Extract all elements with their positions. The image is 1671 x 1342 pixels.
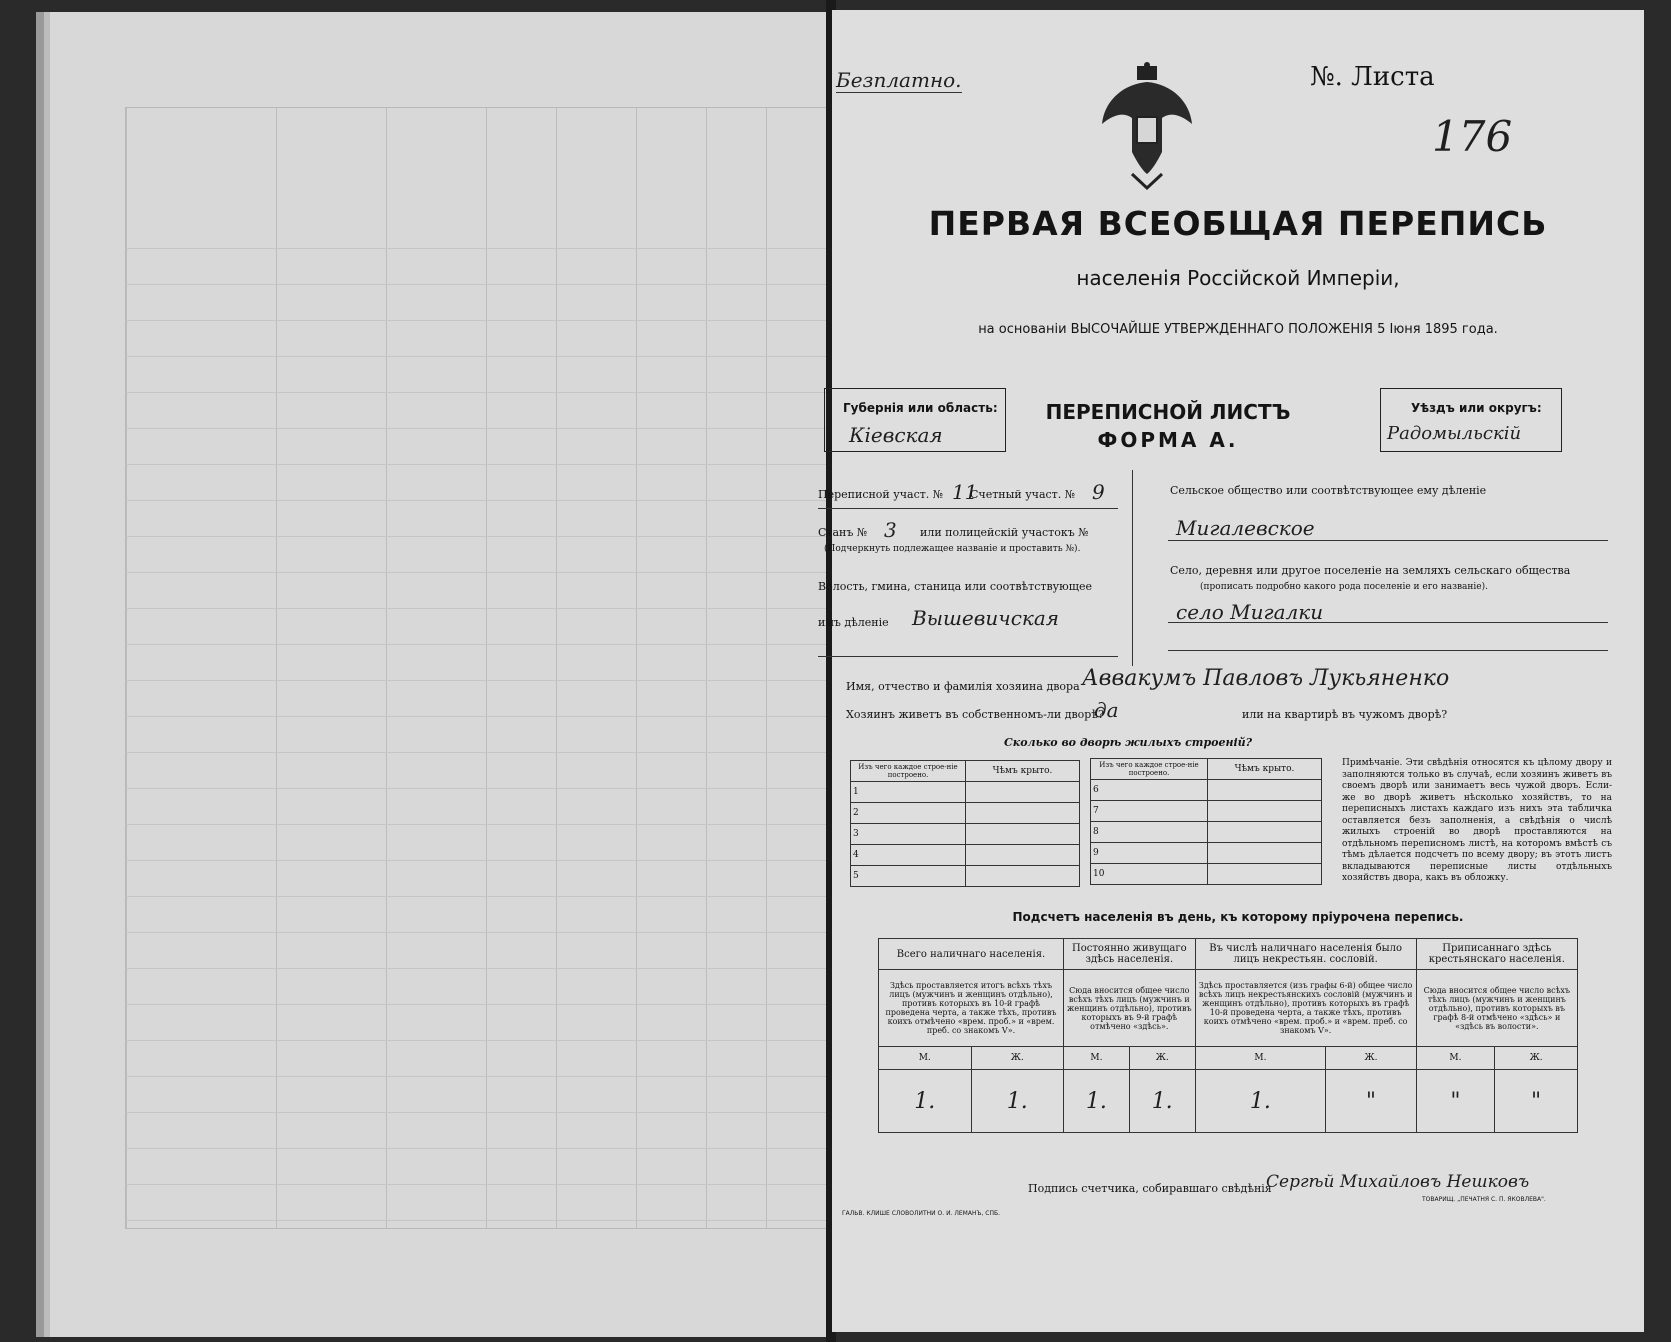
count-description: Здѣсь проставляется (изъ графы 6-й) общее число всѣхъ лицъ некрестьянскихъ сословій (мужчинъ и женщинъ отдѣльно), противъ которыхъ въ графѣ 10-й проведена черта, а также тѣхъ, противъ коихъ отмѣчено «врем. проб.» и «врем. преб. со знакомъ V». [1195, 970, 1416, 1047]
count-value: 1. [879, 1070, 972, 1133]
divider [818, 656, 1118, 657]
female-header: Ж. [1129, 1047, 1195, 1070]
perepisnoy-value: 11 [952, 480, 978, 504]
gubernia-box [824, 388, 1006, 452]
buildings-row-number: 8 [1091, 822, 1208, 843]
grid-line [126, 932, 826, 933]
sheet-number-label: №. Листа [1310, 62, 1435, 92]
grid-line [636, 108, 637, 1228]
grid-line [126, 392, 826, 393]
grid-line [126, 356, 826, 357]
buildings-row-number: 7 [1091, 801, 1208, 822]
buildings-row-number: 1 [851, 782, 966, 803]
obshchestvo-label: Сельское общество или соотвѣтствующее ему дѣленіе [1170, 484, 1487, 497]
schetny-label: Счетный участ. № [970, 488, 1076, 501]
remark-text: Примѣчаніе. Эти свѣдѣнія относятся къ цѣлому двору и заполняются только въ случаѣ, если хозяинъ живетъ въ своемъ дворѣ или занимаетъ весь чужой дворъ. Если-же во дворѣ живетъ нѣсколько хозяйствъ, то на переписныхъ листахъ каждаго изъ нихъ эта табличка оставляется безъ заполненія, а свѣдѣнія о числѣ жилыхъ строеній во дворѣ проставляются на отдѣльномъ переписномъ листѣ, на которомъ вмѣстѣ съ тѣмъ дѣлается подсчетъ по всему двору; въ этотъ листъ вкладываются переписные листы отдѣльныхъ хозяйствъ двора, какъ въ обложку. [1342, 758, 1612, 883]
census-form-page [818, 10, 1644, 1332]
buildings-col-header: Изъ чего каждое строе-ніе построено. [1091, 759, 1208, 780]
grid-line [556, 108, 557, 1228]
count-value: 1. [1064, 1070, 1130, 1133]
underline-note: (Подчеркнуть подлежащее названіе и проставить №). [824, 544, 1081, 554]
grid-line [126, 248, 826, 249]
grid-line [126, 1112, 826, 1113]
grid-line [706, 108, 707, 1228]
buildings-row-number: 9 [1091, 843, 1208, 864]
female-header: Ж. [1495, 1047, 1578, 1070]
divider [1168, 622, 1608, 623]
grid-line [126, 644, 826, 645]
count-header: Приписаннаго здѣсь крестьянскаго населенія. [1416, 939, 1577, 970]
rent-yard-label: или на квартирѣ въ чужомъ дворѣ? [1242, 708, 1448, 721]
count-value: 1. [971, 1070, 1064, 1133]
grid-line [126, 824, 826, 825]
count-description: Сюда вносится общее число всѣхъ тѣхъ лицъ (мужчинъ и женщинъ отдѣльно), противъ которыхъ въ 9-й графѣ отмѣчено «здѣсь». [1064, 970, 1196, 1047]
count-description: Здѣсь проставляется итогъ всѣхъ тѣхъ лицъ (мужчинъ и женщинъ отдѣльно), противъ которыхъ въ 10-й графѣ проведена черта, а также тѣхъ, противъ коихъ отмѣчено «врем. проб.» и «врем. преб. со знакомъ V». [879, 970, 1064, 1047]
grid-line [126, 788, 826, 789]
count-value: " [1495, 1070, 1578, 1133]
count-description: Сюда вносится общее число всѣхъ тѣхъ лицъ (мужчинъ и женщинъ отдѣльно), противъ которыхъ въ графѣ 8-й отмѣчено «здѣсь» и «здѣсь въ волости». [1416, 970, 1577, 1047]
grid-line [126, 572, 826, 573]
selo-value: село Мигалки [1176, 600, 1324, 624]
male-header: М. [1416, 1047, 1495, 1070]
column-divider [1132, 470, 1133, 666]
volost-label: Волость, гмина, станица или соотвѣтствующее [818, 580, 1092, 593]
count-value: " [1326, 1070, 1416, 1133]
population-count-table [878, 938, 1578, 1133]
owner-value: Аввакумъ Павловъ Лукьяненко [1082, 666, 1450, 691]
grid-line [126, 860, 826, 861]
grid-line [126, 320, 826, 321]
volost-value: Вышевичская [912, 606, 1060, 630]
form-name-line2: ФОРМА А. [1097, 428, 1239, 452]
form-title: ПЕРВАЯ ВСЕОБЩАЯ ПЕРЕПИСЬ [928, 204, 1548, 243]
form-subtitle: населенія Россійской Имперіи, [1076, 266, 1400, 290]
count-header: Всего наличнаго населенія. [879, 939, 1064, 970]
left-page [50, 12, 830, 1337]
obshchestvo-value: Мигалевское [1176, 516, 1315, 540]
signature-label: Подпись счетчика, собиравшаго свѣдѣнія [1028, 1182, 1272, 1195]
male-header: М. [1064, 1047, 1130, 1070]
grid-line [126, 108, 127, 1228]
buildings-row-number: 10 [1091, 864, 1208, 885]
grid-line [126, 1004, 826, 1005]
form-name-line1: ПЕРЕПИСНОЙ ЛИСТЪ [1045, 400, 1291, 424]
female-header: Ж. [971, 1047, 1064, 1070]
schetny-value: 9 [1092, 480, 1105, 504]
perepisnoy-label: Переписной участ. № [818, 488, 944, 501]
buildings-row-number: 2 [851, 803, 966, 824]
grid-line [126, 716, 826, 717]
buildings-table-right [1090, 758, 1322, 885]
grid-line [126, 428, 826, 429]
grid-line [126, 536, 826, 537]
grid-line [126, 1040, 826, 1041]
form-basis: на основаніи ВЫСОЧАЙШЕ УТВЕРЖДЕННАГО ПОЛОЖЕНІЯ 5 Іюня 1895 года. [978, 322, 1498, 337]
grid-line [126, 284, 826, 285]
grid-line [486, 108, 487, 1228]
selo-label: Село, деревня или другое поселеніе на земляхъ сельскаго общества [1170, 564, 1571, 577]
count-value: " [1416, 1070, 1495, 1133]
owner-label: Имя, отчество и фамилія хозяина двора [846, 680, 1080, 693]
divider [818, 508, 1118, 509]
volost-label-2: имъ дѣленіе [818, 616, 889, 629]
grid-line [766, 108, 767, 1228]
uezd-value: Радомыльскій [1387, 423, 1522, 444]
own-yard-value: да [1094, 698, 1119, 722]
grid-line [126, 896, 826, 897]
buildings-col-header: Чѣмъ крыто. [966, 761, 1080, 782]
own-yard-label: Хозяинъ живетъ въ собственномъ-ли дворѣ? [846, 708, 1104, 721]
sheet-number-value: 176 [1432, 112, 1513, 161]
buildings-row-number: 4 [851, 845, 966, 866]
grid-line [126, 500, 826, 501]
gubernia-label: Губернія или область: [843, 401, 998, 415]
grid-line [126, 1220, 826, 1221]
divider [1168, 650, 1608, 651]
buildings-row-number: 5 [851, 866, 966, 887]
count-heading: Подсчетъ населенія въ день, къ которому пріурочена перепись. [1012, 910, 1464, 924]
grid-line [126, 680, 826, 681]
buildings-col-header: Изъ чего каждое строе-ніе построено. [851, 761, 966, 782]
male-header: М. [879, 1047, 972, 1070]
female-header: Ж. [1326, 1047, 1416, 1070]
count-value: 1. [1195, 1070, 1326, 1133]
buildings-label: Сколько во дворѣ жилыхъ строеній? [1004, 736, 1253, 749]
grid-line [126, 752, 826, 753]
count-header: Въ числѣ наличнаго населенія было лицъ некрестьян. сословій. [1195, 939, 1416, 970]
grid-line [126, 608, 826, 609]
grid-line [126, 1148, 826, 1149]
divider [1168, 540, 1608, 541]
count-value: 1. [1129, 1070, 1195, 1133]
gubernia-value: Кіевская [849, 423, 943, 447]
buildings-col-header: Чѣмъ крыто. [1208, 759, 1322, 780]
signature-value: Сергѣй Михайловъ Нешковъ [1266, 1172, 1530, 1192]
buildings-table-left [850, 760, 1080, 887]
selo-note: (прописать подробно какого рода поселеніе и его названіе). [1200, 582, 1488, 592]
grid-line [276, 108, 277, 1228]
grid-line [126, 464, 826, 465]
printer-right: ТОВАРИЩ. „ПЕЧАТНЯ С. П. ЯКОВЛЕВА". [1422, 1196, 1546, 1203]
stan-label: Станъ № [818, 526, 868, 539]
grid-line [126, 1076, 826, 1077]
count-header: Постоянно живущаго здѣсь населенія. [1064, 939, 1196, 970]
grid-line [126, 1184, 826, 1185]
imperial-eagle-emblem [1092, 62, 1202, 192]
male-header: М. [1195, 1047, 1326, 1070]
uezd-box [1380, 388, 1562, 452]
printer-left: ГАЛЬВ. КЛИШЕ СЛОВОЛИТНИ О. И. ЛЕМАНЪ, СПБ. [842, 1210, 1001, 1217]
stan-value: 3 [884, 518, 897, 542]
free-label: Безплатно. [836, 68, 962, 92]
buildings-row-number: 6 [1091, 780, 1208, 801]
left-page-grid [125, 107, 827, 1229]
grid-line [126, 968, 826, 969]
grid-line [386, 108, 387, 1228]
buildings-row-number: 3 [851, 824, 966, 845]
uezd-label: Уѣздъ или округъ: [1411, 401, 1542, 415]
police-label: или полицейскій участокъ № [920, 526, 1089, 539]
